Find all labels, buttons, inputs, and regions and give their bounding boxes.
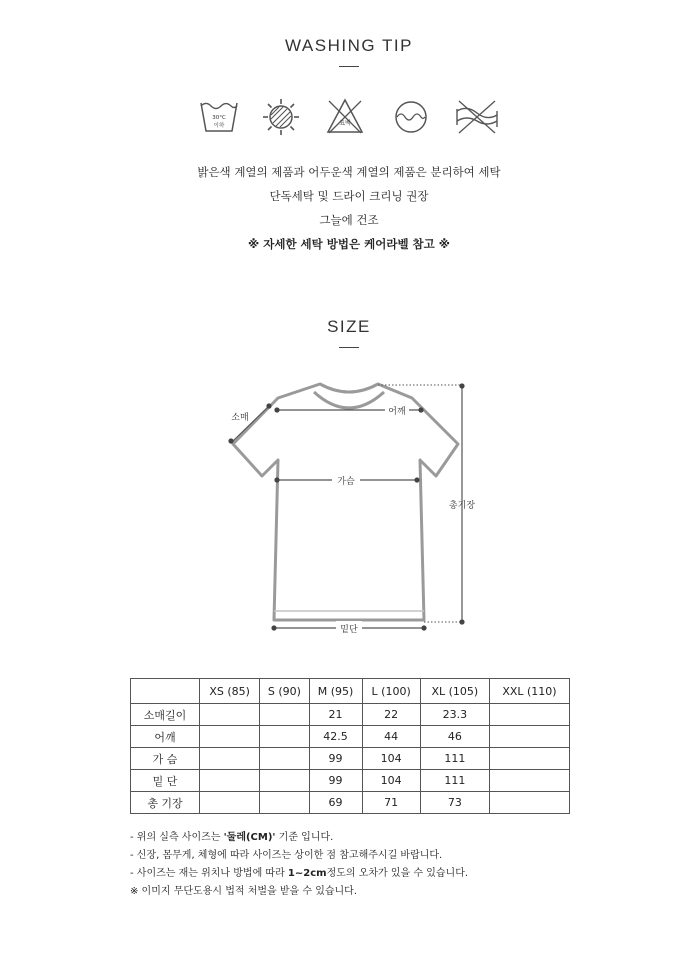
shoulder-label: 어깨 [388,407,406,417]
no-tumble-dry-icon [453,97,501,137]
table-row [131,792,570,814]
size-column-header: XL (105) [420,679,489,704]
table-cell [260,704,309,726]
table-cell [489,792,569,814]
washing-tip-title: WASHING TIP [285,36,413,55]
size-title: SIZE [327,317,371,336]
table-cell [200,792,260,814]
total-length-label: 총기장 [448,501,476,511]
size-notes [130,829,468,901]
note-line: - 위의 실측 사이즈는 '둘레(CM)' 기준 입니다. [130,832,334,843]
chest-label: 가슴 [337,477,355,487]
title-divider [339,347,359,348]
title-divider [339,66,359,67]
tshirt-measurement-diagram [0,370,698,640]
size-table [130,678,570,814]
row-label: 가 슴 [131,748,200,770]
table-cell [200,704,260,726]
note-line: - 사이즈는 재는 위치나 방법에 따라 1~2cm정도의 오차가 있을 수 있습니다. [130,868,469,879]
table-cell: 104 [362,770,420,792]
table-cell [489,726,569,748]
care-label-note: ※ 자세한 세탁 방법은 케어라벨 참고 ※ [248,237,450,251]
hem-label: 밑단 [340,625,358,635]
wash-30-icon [197,97,241,137]
table-cell: 111 [420,748,489,770]
table-row [131,748,570,770]
table-cell: 99 [309,748,362,770]
table-cell: 73 [420,792,489,814]
size-column-header: M (95) [309,679,362,704]
table-cell [260,726,309,748]
table-row [131,726,570,748]
size-column-header: XS (85) [200,679,260,704]
table-cell: 104 [362,748,420,770]
table-cell [489,748,569,770]
row-label: 소매길이 [131,704,200,726]
table-cell: 99 [309,770,362,792]
table-cell: 21 [309,704,362,726]
washing-line: 그늘에 건조 [319,213,379,227]
table-cell [260,748,309,770]
table-cell [260,792,309,814]
bleach-no-icon [325,97,365,137]
size-column-header: S (90) [260,679,309,704]
sleeve-label: 소매 [231,413,249,423]
row-label: 밑 단 [131,770,200,792]
table-cell [200,726,260,748]
size-column-header: XXL (110) [489,679,569,704]
svg-text:표백: 표백 [339,120,351,127]
svg-text:이하: 이하 [213,123,225,129]
svg-text:30°C: 30°C [212,115,226,121]
note-line: - 신장, 몸무게, 체형에 따라 사이즈는 상이한 점 참고해주시길 바랍니다. [130,850,443,861]
table-row [131,770,570,792]
table-cell [489,704,569,726]
table-cell: 22 [362,704,420,726]
table-cell: 23.3 [420,704,489,726]
table-cell: 69 [309,792,362,814]
table-cell [260,770,309,792]
table-cell: 42.5 [309,726,362,748]
table-row [131,704,570,726]
row-label: 총 기장 [131,792,200,814]
washing-instructions [0,160,698,256]
row-label: 어깨 [131,726,200,748]
size-column-header: L (100) [362,679,420,704]
table-cell [489,770,569,792]
tshirt-outline [233,384,458,620]
table-corner [131,679,200,704]
washing-line: 단독세탁 및 드라이 크리닝 권장 [269,189,429,203]
care-icons [197,97,501,141]
washing-line: 밝은색 계열의 제품과 어두운색 계열의 제품은 분리하여 세탁 [197,165,501,179]
table-header-row [131,679,570,704]
dry-clean-icon [391,97,431,137]
table-cell: 71 [362,792,420,814]
note-line: ※ 이미지 무단도용시 법적 처벌을 받을 수 있습니다. [130,886,358,897]
table-cell [200,770,260,792]
table-cell: 46 [420,726,489,748]
table-cell: 44 [362,726,420,748]
shade-dry-icon [261,97,301,137]
table-cell: 111 [420,770,489,792]
table-cell [200,748,260,770]
